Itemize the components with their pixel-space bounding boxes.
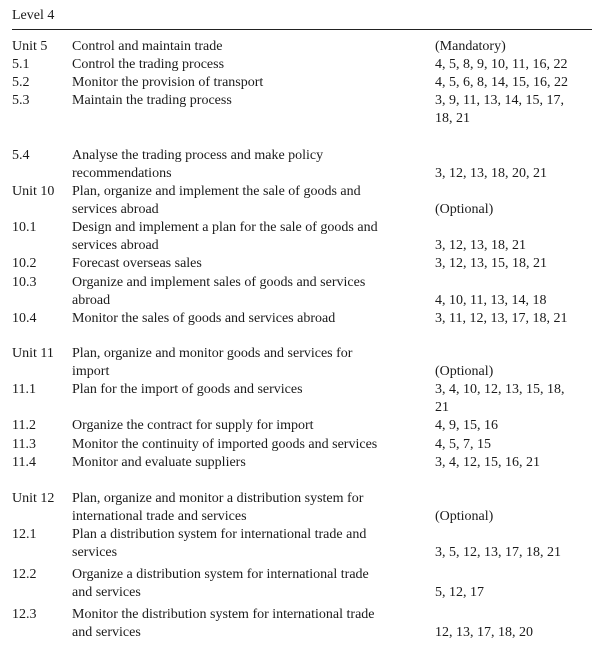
element-title: Forecast overseas sales <box>72 256 202 272</box>
element-refs: 12, 13, 17, 18, 20 <box>435 624 533 640</box>
element-refs: 3, 9, 11, 13, 14, 15, 17, <box>435 93 564 109</box>
element-code: 11.4 <box>12 454 36 470</box>
element-title: Maintain the trading process <box>72 93 232 109</box>
element-title: Design and implement a plan for the sale of goods and <box>72 220 378 236</box>
element-code: 5.1 <box>12 57 30 73</box>
element-code: 10.1 <box>12 220 37 236</box>
element-title: Monitor the sales of goods and services abroad <box>72 310 336 326</box>
unit-title: international trade and services <box>72 509 247 525</box>
element-code: 11.2 <box>12 418 36 434</box>
unit-title: Control and maintain trade <box>72 39 223 54</box>
unit-status: (Optional) <box>435 364 494 380</box>
unit-code: Unit 11 <box>12 346 54 361</box>
element-title: services <box>72 545 118 561</box>
element-refs: 4, 9, 15, 16 <box>435 418 498 434</box>
element-title: services abroad <box>72 238 159 254</box>
element-title: abroad <box>72 292 111 308</box>
element-code: 12.1 <box>12 527 37 543</box>
element-title: Plan for the import of goods and services <box>72 382 303 398</box>
element-title: Analyse the trading process and make policy <box>72 147 324 163</box>
element-code: 11.1 <box>12 382 36 398</box>
unit-title: Plan, organize and implement the sale of goods and <box>72 184 361 199</box>
unit-title: services abroad <box>72 202 159 218</box>
element-refs: 3, 5, 12, 13, 17, 18, 21 <box>435 545 561 561</box>
element-code: 5.4 <box>12 147 30 163</box>
element-title: Organize a distribution system for international trade <box>72 567 369 583</box>
element-title: Control the trading process <box>72 57 225 73</box>
element-refs: 3, 12, 13, 15, 18, 21 <box>435 256 547 272</box>
header-rule <box>12 29 592 30</box>
element-refs: 4, 5, 6, 8, 14, 15, 16, 22 <box>435 75 568 91</box>
element-refs: 3, 4, 10, 12, 13, 15, 18, <box>435 382 565 398</box>
element-title: Monitor and evaluate suppliers <box>72 454 246 470</box>
element-code: 12.2 <box>12 567 37 583</box>
element-code: 5.2 <box>12 75 30 91</box>
element-title: recommendations <box>72 165 172 181</box>
element-code: 11.3 <box>12 436 36 452</box>
unit-title: Plan, organize and monitor goods and services for <box>72 346 353 361</box>
unit-code: Unit 10 <box>12 184 55 199</box>
element-refs: 4, 5, 7, 15 <box>435 436 491 452</box>
unit-code: Unit 12 <box>12 491 55 506</box>
element-code: 12.3 <box>12 606 37 622</box>
element-title: Organize and implement sales of goods and services <box>72 274 366 290</box>
element-code: 5.3 <box>12 93 30 109</box>
element-code: 10.2 <box>12 256 37 272</box>
element-refs: 3, 11, 12, 13, 17, 18, 21 <box>435 310 568 326</box>
unit-title: Plan, organize and monitor a distribution system for <box>72 491 364 506</box>
element-title: Plan a distribution system for international trade and <box>72 527 367 543</box>
level-title: Level 4 <box>12 8 55 23</box>
element-refs: 21 <box>435 400 449 416</box>
element-title: and services <box>72 585 141 601</box>
unit-status: (Optional) <box>435 202 494 218</box>
unit-code: Unit 5 <box>12 39 48 54</box>
element-code: 10.4 <box>12 310 37 326</box>
element-refs: 3, 12, 13, 18, 21 <box>435 238 526 254</box>
element-refs: 4, 10, 11, 13, 14, 18 <box>435 292 547 308</box>
element-refs: 18, 21 <box>435 111 470 127</box>
element-refs: 5, 12, 17 <box>435 585 484 601</box>
unit-status: (Optional) <box>435 509 494 525</box>
element-title: Monitor the provision of transport <box>72 75 264 91</box>
element-title: and services <box>72 624 141 640</box>
element-title: Monitor the distribution system for international trade <box>72 606 375 622</box>
element-title: Organize the contract for supply for import <box>72 418 314 434</box>
element-title: Monitor the continuity of imported goods and services <box>72 436 378 452</box>
element-code: 10.3 <box>12 274 37 290</box>
element-refs: 3, 4, 12, 15, 16, 21 <box>435 454 540 470</box>
element-refs: 3, 12, 13, 18, 20, 21 <box>435 165 547 181</box>
element-refs: 4, 5, 8, 9, 10, 11, 16, 22 <box>435 57 568 73</box>
unit-status: (Mandatory) <box>435 39 506 54</box>
unit-title: import <box>72 364 110 380</box>
